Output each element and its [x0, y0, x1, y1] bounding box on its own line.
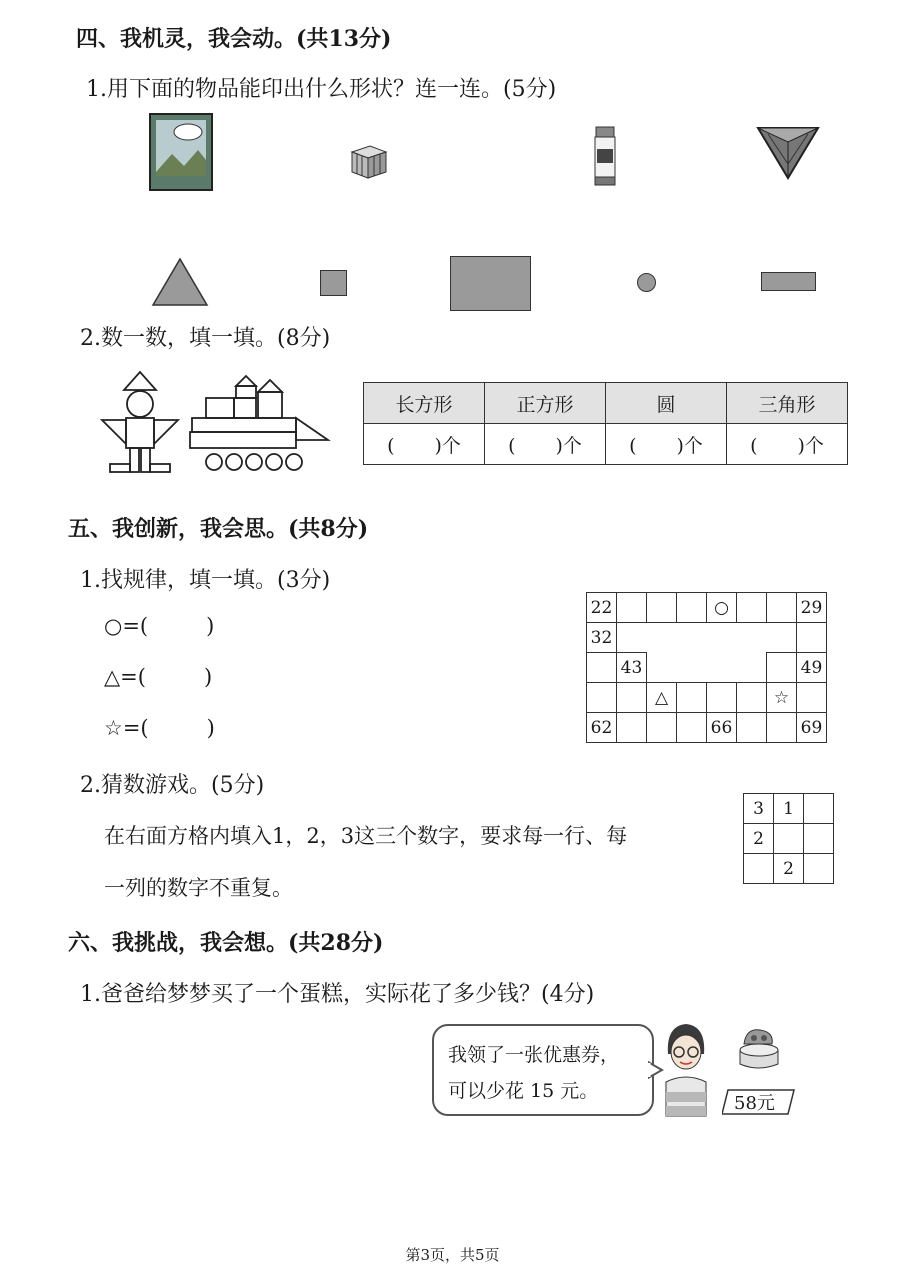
number-cell[interactable]: 1 — [774, 794, 804, 824]
blank-star[interactable]: ☆=( ) — [104, 716, 215, 740]
textbook-image — [148, 112, 216, 192]
grid-cell: 43 — [617, 653, 647, 683]
grid-cell — [767, 653, 797, 683]
grid-gap — [647, 653, 767, 683]
grid-cell — [617, 713, 647, 743]
question-5-2-desc-line2: 一列的数字不重复。 — [104, 876, 293, 900]
rubiks-cube-image — [348, 142, 390, 180]
question-5-1-text: 1.找规律，填一填。(3分) — [80, 568, 331, 593]
blank-circle[interactable]: ○=( ) — [104, 614, 215, 638]
speech-bubble — [432, 1024, 654, 1116]
grid-cell — [647, 713, 677, 743]
shape-count-table — [363, 382, 848, 465]
grid-cell — [677, 683, 707, 713]
grid-cell: 29 — [797, 593, 827, 623]
grid-cell — [617, 593, 647, 623]
grid-cell — [737, 713, 767, 743]
grid-cell: 49 — [797, 653, 827, 683]
grid-cell — [587, 683, 617, 713]
question-6-1-text: 1.爸爸给梦梦买了一个蛋糕，实际花了多少钱？(4分) — [80, 982, 595, 1007]
question-4-1-text: 1.用下面的物品能印出什么形状？连一连。(5分) — [86, 77, 557, 102]
glue-stick-image — [592, 125, 618, 187]
header-circle: 圆 — [606, 383, 727, 424]
number-cell[interactable] — [744, 854, 774, 884]
page-number: 第3页，共5页 — [405, 1246, 500, 1264]
grid-cell: 62 — [587, 713, 617, 743]
number-cell[interactable]: 3 — [744, 794, 774, 824]
question-5-2-text: 2.猜数游戏。(5分) — [80, 773, 265, 798]
thin-rectangle-shape — [761, 272, 816, 291]
grid-cell — [797, 683, 827, 713]
grid-cell — [737, 683, 767, 713]
question-4-2-text: 2.数一数，填一填。(8分) — [80, 326, 331, 351]
circle-shape — [637, 273, 656, 292]
answer-rectangle[interactable]: ( )个 — [364, 424, 485, 465]
shape-figure-image — [96, 368, 336, 480]
grid-cell — [677, 593, 707, 623]
number-cell[interactable] — [804, 854, 834, 884]
grid-cell: ☆ — [767, 683, 797, 713]
number-grid — [743, 793, 834, 884]
price-label: 58元 — [734, 1093, 775, 1114]
grid-cell — [767, 713, 797, 743]
grid-cell — [707, 683, 737, 713]
answer-square[interactable]: ( )个 — [485, 424, 606, 465]
number-cell[interactable] — [774, 824, 804, 854]
grid-cell — [677, 713, 707, 743]
header-square: 正方形 — [485, 383, 606, 424]
header-triangle: 三角形 — [727, 383, 848, 424]
small-square-shape — [320, 270, 347, 296]
speech-line-1: 我领了一张优惠券， — [448, 1044, 620, 1066]
number-cell[interactable] — [804, 824, 834, 854]
number-cell[interactable] — [804, 794, 834, 824]
grid-gap — [617, 623, 797, 653]
grid-cell: ○ — [707, 593, 737, 623]
grid-cell: 22 — [587, 593, 617, 623]
cake-image — [730, 1020, 788, 1080]
speech-line-2: 可以少花 15 元。 — [448, 1080, 599, 1102]
number-cell[interactable]: 2 — [744, 824, 774, 854]
question-5-2-desc-line1: 在右面方格内填入1，2，3这三个数字，要求每一行、每 — [104, 824, 628, 848]
header-rectangle: 长方形 — [364, 383, 485, 424]
girl-illustration — [656, 1020, 716, 1120]
triangle-shape — [150, 256, 210, 308]
grid-cell — [617, 683, 647, 713]
triangular-pyramid-image — [756, 124, 820, 180]
section-4-title: 四、我机灵，我会动。(共13分) — [76, 26, 392, 52]
grid-cell: 32 — [587, 623, 617, 653]
answer-triangle[interactable]: ( )个 — [727, 424, 848, 465]
answer-circle[interactable]: ( )个 — [606, 424, 727, 465]
grid-cell: △ — [647, 683, 677, 713]
section-6-title: 六、我挑战，我会想。(共28分) — [68, 930, 384, 956]
grid-cell — [797, 623, 827, 653]
grid-cell — [737, 593, 767, 623]
grid-cell: 66 — [707, 713, 737, 743]
section-5-title: 五、我创新，我会思。(共8分) — [68, 516, 369, 542]
grid-cell — [587, 653, 617, 683]
price-tag — [722, 1088, 794, 1114]
pattern-grid — [586, 592, 827, 743]
grid-cell — [647, 593, 677, 623]
grid-cell — [767, 593, 797, 623]
large-rectangle-shape — [450, 256, 531, 311]
blank-triangle[interactable]: △=( ) — [104, 665, 213, 689]
number-cell[interactable]: 2 — [774, 854, 804, 884]
grid-cell: 69 — [797, 713, 827, 743]
